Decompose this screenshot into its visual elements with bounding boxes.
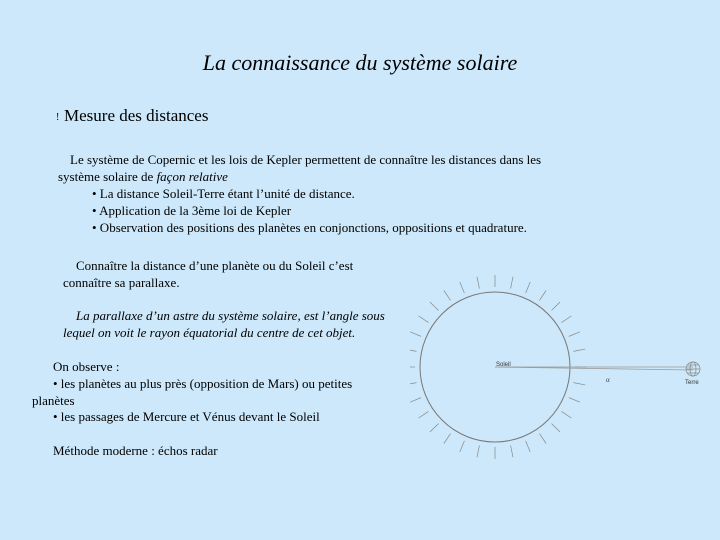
sun-ray [419,411,429,418]
sun-ray [477,277,479,289]
sun-ray [552,424,560,432]
paragraph-parallax-line1: Connaître la distance d’une planète ou du Soleil c’est [76,258,354,273]
definition-line1: La parallaxe d’un astre du système solaire, est l’angle sous [76,308,385,323]
parallax-figure [410,270,720,460]
angle-label: α [606,376,610,384]
sun-ray [444,434,451,444]
sun-ray [460,282,465,293]
sun-ray [410,349,417,351]
bullet-observation: • Observation des positions des planètes en conjonctions, oppositions et quadrature. [92,220,527,235]
heading-bullet: ! [56,112,60,123]
sun-ray [410,383,417,385]
sun-ray [419,316,429,323]
sun-ray [573,383,585,385]
sun-ray [539,434,546,444]
sun-ray [460,441,465,452]
modern-method: Méthode moderne : échos radar [53,443,218,458]
bullet-unit-distance: • La distance Soleil-Terre étant l’unité de distance. [92,186,355,201]
sun-ray [511,277,513,289]
observe-bullet-planets-line1: • les planètes au plus près (opposition de Mars) ou petites [53,376,353,391]
slide-title: La connaissance du système solaire [202,50,518,75]
paragraph-parallax-line2: connaître sa parallaxe. [63,275,180,290]
bullet-kepler-law: • Application de la 3ème loi de Kepler [92,203,292,218]
sun-ray [430,302,438,310]
observe-intro: On observe : [53,359,120,374]
sun-ray [444,291,451,301]
earth-label: Terre [685,380,699,386]
paragraph-copernic-text: système solaire de [58,169,157,184]
paragraph-copernic-line2 [58,168,228,185]
sun-ray [539,291,546,301]
emphasis-relative: façon relative [156,169,228,184]
sun-ray [526,441,531,452]
sun-ray [410,332,421,337]
sun-ray [562,316,572,323]
sun-ray [477,445,479,457]
sun-ray [430,424,438,432]
sight-line-tangent [495,367,693,370]
earth-globe-icon [686,362,700,376]
sun-ray [562,411,572,418]
definition-line2: lequel on voit le rayon équatorial du centre de cet objet. [63,325,356,340]
sun-label: Soleil [496,362,511,368]
sun-ray [511,445,513,457]
sun-ray [552,302,560,310]
section-heading: Mesure des distances [64,106,209,125]
sun-ray [526,282,531,293]
observe-bullet-transits: • les passages de Mercure et Vénus devant le Soleil [53,409,320,424]
sun-ray [569,398,580,403]
paragraph-copernic-line1: Le système de Copernic et les lois de Kepler permettent de connaître les distances dans les [70,152,542,167]
sun-ray [573,349,585,351]
sun-ray [410,398,421,403]
sun-ray [569,332,580,337]
observe-bullet-planets-line2: planètes [32,393,75,408]
